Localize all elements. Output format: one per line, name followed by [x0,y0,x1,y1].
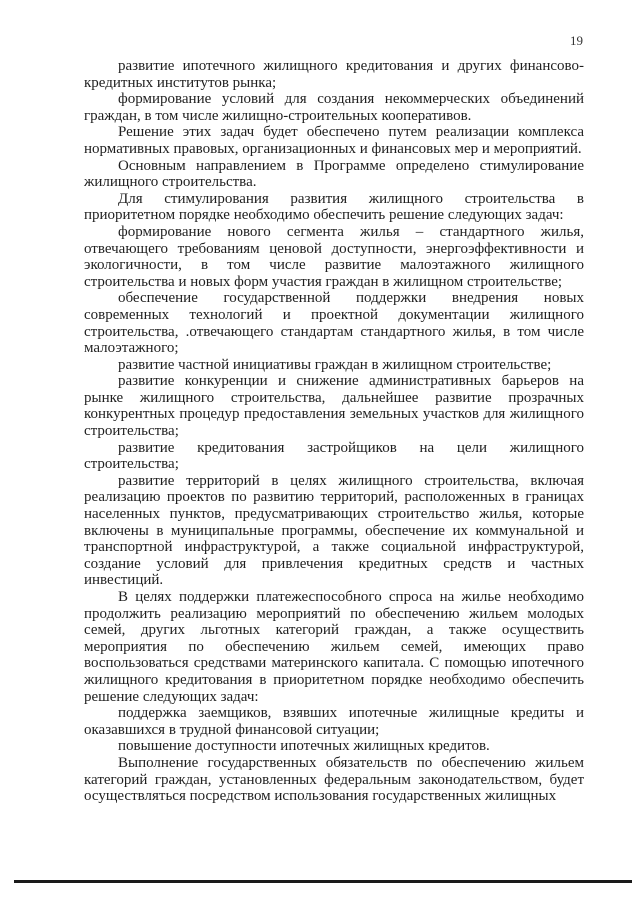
body-text [84,58,584,805]
paragraph: развитие частной инициативы граждан в жилищном строительстве; [118,356,552,373]
paragraph: развитие территорий в целях жилищного строительства, включая реализацию проектов по развитию территорий, расположенных в границах населенных пунктов, предусматривающих строительство жилья, которые включены в муниципальные программы, обеспечение их коммунальной и транспортной инфраструктурой, а также социальной инфраструктурой, создание условий для привлечения кредитных средств и частных инвестиций. [84,472,584,589]
paragraph: Для стимулирования развития жилищного строительства в приоритетном порядке необходимо обеспечить решение следующих задач: [84,190,584,224]
paragraph: Решение этих задач будет обеспечено путем реализации комплекса нормативных правовых, организационных и финансовых мер и мероприятий. [84,124,584,157]
paragraph: Выполнение государственных обязательств по обеспечению жильем категорий граждан, установленных федеральным законодательством, будет осуществляться посредством использования государственных жилищных [84,754,584,805]
paragraph: Основным направлением в Программе определено стимулирование жилищного строительства. [84,157,584,191]
paragraph: формирование нового сегмента жилья – стандартного жилья, отвечающего требованиям ценовой доступности, энергоэффективности и экологичности, в том числе развитие малоэтажного жилищного строительства и новых форм участия граждан в жилищном строительстве; [84,223,584,290]
paragraph: развитие кредитования застройщиков на цели жилищного строительства; [84,439,584,473]
paragraph: поддержка заемщиков, взявших ипотечные жилищные кредиты и оказавшихся в трудной финансовой ситуации; [84,705,584,738]
paragraph: обеспечение государственной поддержки внедрения новых современных технологий и проектной документации жилищного строительства, .отвечающего стандартам стандартного жилья, в том числе малоэтажного; [84,290,584,357]
paragraph: формирование условий для создания некоммерческих объединений граждан, в том числе жилищно-строительных кооперативов. [84,91,584,124]
paragraph: повышение доступности ипотечных жилищных кредитов. [118,738,490,755]
page-number: 19 [570,33,583,48]
page-bottom-edge [14,880,632,883]
paragraph: развитие ипотечного жилищного кредитования и других финансово-кредитных институтов рынка; [84,58,584,91]
paragraph: развитие конкуренции и снижение административных барьеров на рынке жилищного строительства, дальнейшее развитие прозрачных конкурентных процедур предоставления земельных участков для жилищного строительства; [84,373,584,440]
paragraph: В целях поддержки платежеспособного спроса на жилье необходимо продолжить реализацию мероприятий по обеспечению жильем молодых семей, других льготных категорий граждан, а также осуществить мероприятия по обеспечению жильем семей, имеющих право воспользоваться средствами материнского капитала. С помощью ипотечного жилищного кредитования в приоритетном порядке необходимо обеспечить решение следующих задач: [84,589,584,705]
